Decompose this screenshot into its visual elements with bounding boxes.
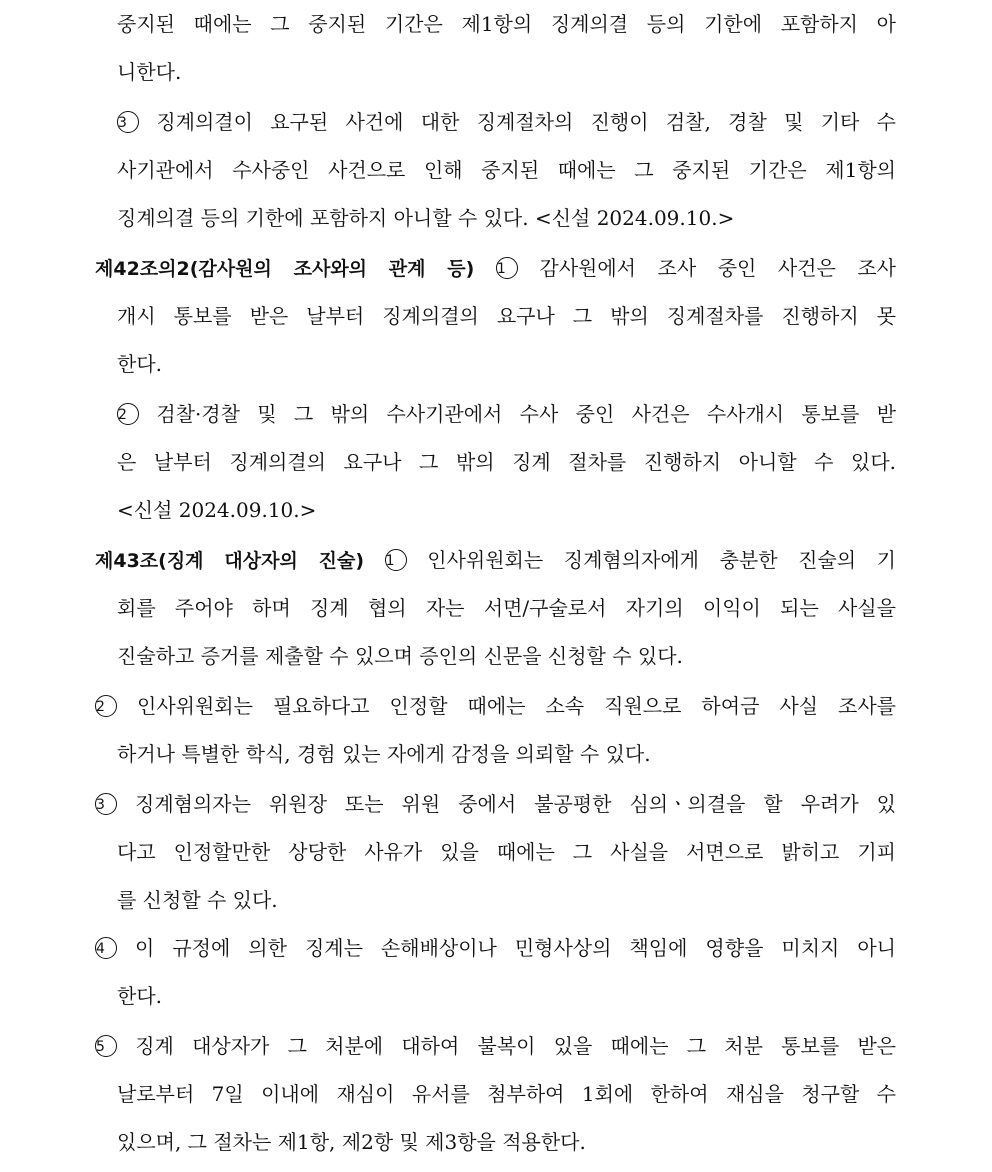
- paragraph-line: [117, 58, 896, 86]
- article-line: [95, 546, 896, 575]
- paragraph-line: [117, 740, 896, 768]
- line-text: 한다.: [117, 352, 162, 376]
- circled-number-marker: 2: [117, 403, 139, 425]
- line-text: 를 신청할 수 있다.: [117, 888, 278, 912]
- circled-number-marker: 4: [95, 937, 117, 959]
- line-text: 은 날부터 징계의결의 요구나 그 밖의 징계 절차를 진행하지 아니할 수 있다.: [117, 450, 896, 474]
- line-text: 징계 대상자가 그 처분에 대하여 불복이 있을 때에는 그 처분 통보를 받은: [135, 1034, 896, 1058]
- circled-number-marker: 3: [117, 111, 139, 133]
- paragraph-line: [117, 594, 896, 622]
- paragraph-line: [117, 642, 896, 670]
- article-line: [95, 254, 896, 283]
- line-text: 날로부터 7일 이내에 재심이 유서를 첨부하여 1회에 한하여 재심을 청구할 수: [117, 1082, 896, 1106]
- paragraph-line: [117, 156, 896, 184]
- paragraph-line: [117, 1128, 896, 1156]
- line-text: 니한다.: [117, 60, 182, 84]
- paragraph-line: [117, 302, 896, 330]
- paragraph-line: [117, 400, 896, 428]
- line-text: 개시 통보를 받은 날부터 징계의결의 요구나 그 밖의 징계절차를 진행하지 못: [117, 304, 896, 328]
- circled-number-marker: 1: [385, 549, 407, 571]
- line-text: 징계의결 등의 기한에 포함하지 아니할 수 있다. <신설 2024.09.10.>: [117, 206, 735, 230]
- paragraph-line: [117, 10, 896, 38]
- paragraph-line: [117, 1080, 896, 1108]
- line-text: 진술하고 증거를 제출할 수 있으며 증인의 신문을 신청할 수 있다.: [117, 644, 683, 668]
- paragraph-line: [95, 692, 896, 720]
- line-text: 회를 주어야 하며 징계 협의 자는 서면/구술로서 자기의 이익이 되는 사실을: [117, 596, 896, 620]
- line-text: 인사위원회는 필요하다고 인정할 때에는 소속 직원으로 하여금 사실 조사를: [137, 694, 897, 718]
- paragraph-line: [95, 934, 896, 962]
- paragraph-line: [117, 982, 896, 1010]
- line-text: 감사원에서 조사 중인 사건은 조사: [539, 256, 896, 280]
- circled-number-marker: 3: [95, 793, 117, 815]
- circled-number-marker: 1: [496, 257, 518, 279]
- line-text: <신설 2024.09.10.>: [117, 498, 317, 522]
- line-text: 있으며, 그 절차는 제1항, 제2항 및 제3항을 적용한다.: [117, 1130, 586, 1154]
- line-text: 하거나 특별한 학식, 경험 있는 자에게 감정을 의뢰할 수 있다.: [117, 742, 651, 766]
- paragraph-line: [117, 204, 896, 232]
- line-text: 징계의결이 요구된 사건에 대한 징계절차의 진행이 검찰, 경찰 및 기타 수: [156, 110, 896, 134]
- line-text: 검찰·경찰 및 그 밖의 수사기관에서 수사 중인 사건은 수사개시 통보를 받: [156, 402, 896, 426]
- line-text: 사기관에서 수사중인 사건으로 인해 중지된 때에는 그 중지된 기간은 제1항의: [117, 158, 896, 182]
- line-text: 다고 인정할만한 상당한 사유가 있을 때에는 그 사실을 서면으로 밝히고 기피: [117, 840, 896, 864]
- article-heading: 제43조(징계 대상자의 진술): [95, 550, 365, 572]
- paragraph-line: [117, 886, 896, 914]
- line-text: 중지된 때에는 그 중지된 기간은 제1항의 징계의결 등의 기한에 포함하지 아: [117, 12, 896, 36]
- paragraph-line: [117, 448, 896, 476]
- paragraph-line: [95, 790, 896, 818]
- line-text: 인사위원회는 징계혐의자에게 충분한 진술의 기: [427, 548, 896, 572]
- paragraph-line: [95, 1032, 896, 1060]
- paragraph-line: [117, 108, 896, 136]
- paragraph-line: [117, 496, 896, 524]
- circled-number-marker: 2: [95, 695, 117, 717]
- line-text: 징계혐의자는 위원장 또는 위원 중에서 불공평한 심의ㆍ의결을 할 우려가 있: [135, 792, 897, 816]
- line-text: 한다.: [117, 984, 162, 1008]
- article-heading: 제42조의2(감사원의 조사와의 관계 등): [95, 258, 475, 280]
- circled-number-marker: 5: [95, 1035, 117, 1057]
- paragraph-line: [117, 838, 896, 866]
- paragraph-line: [117, 350, 896, 378]
- line-text: 이 규정에 의한 징계는 손해배상이나 민형사상의 책임에 영향을 미치지 아니: [135, 936, 897, 960]
